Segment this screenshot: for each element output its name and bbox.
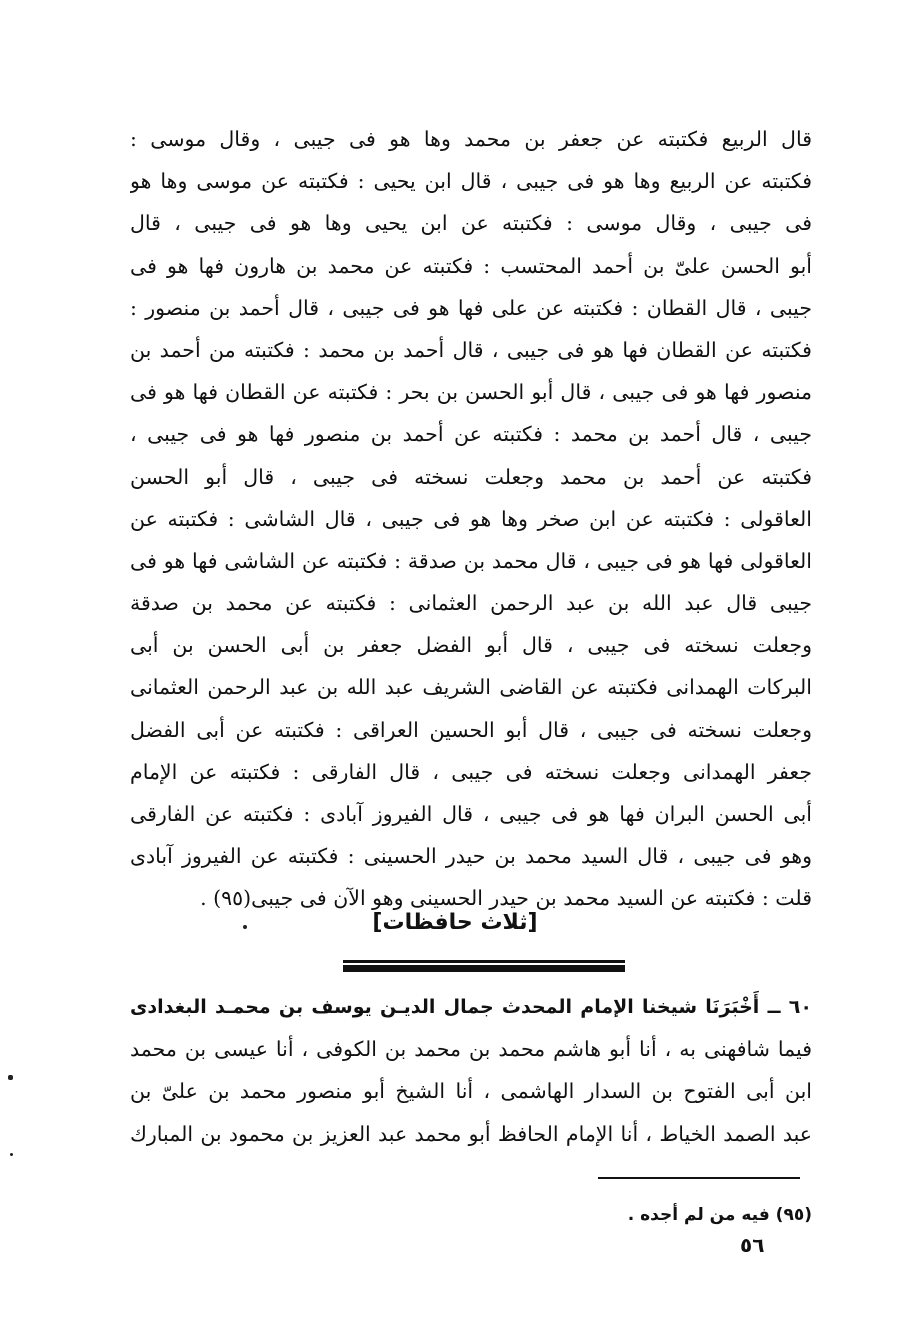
- text-line: فكتبته عن الربيع وها هو فى جيبى ، قال ابن يحيى : فكتبته عن موسى وها هو: [130, 169, 812, 194]
- text-line: وجعلت نسخته فى جيبى ، قال أبو الحسين العراقى : فكتبته عن أبى الفضل: [130, 717, 812, 742]
- text-line: أبى الحسن البران فها هو فى جيبى ، قال الفيروز آبادى : فكتبته عن الفارقى: [130, 802, 812, 826]
- page-number: ٥٦: [740, 1233, 765, 1257]
- footnote: (٩٥) فيه من لم أجده .: [627, 1205, 812, 1225]
- text-line: وهو فى جيبى ، قال السيد محمد بن حيدر الحسينى : فكتبته عن الفيروز آبادى: [130, 844, 812, 869]
- text-line: فى جيبى ، وقال موسى : فكتبته عن ابن يحيى وها هو فى جيبى ، قال: [130, 211, 812, 236]
- text-line: ابن أبى الفتوح بن السدار الهاشمى ، أنا الشيخ أبو منصور محمد بن علىّ بن: [130, 1079, 812, 1104]
- text-line: قال الربيع فكتبته عن جعفر بن محمد وها هو فى جيبى ، وقال موسى :: [130, 127, 812, 151]
- text-line: فكتبته عن أحمد بن محمد وجعلت نسخته فى جيبى ، قال أبو الحسن: [130, 464, 812, 489]
- text-line: العاقولى : فكتبته عن ابن صخر وها هو فى جيبى ، قال الشاشى : فكتبته عن: [130, 506, 812, 531]
- edge-mark: [10, 1153, 13, 1156]
- text-line: البركات الهمدانى فكتبته عن القاضى الشريف عبد الله بن عبد الرحمن العثمانى: [130, 675, 812, 700]
- section-heading: [ثلاث حافظات]: [372, 910, 538, 935]
- footnote-separator: [598, 1177, 800, 1179]
- text-line: فكتبته عن القطان فها هو فى جيبى ، قال أحمد بن محمد : فكتبته من أحمد بن: [130, 337, 812, 362]
- hadith-paragraph: [130, 986, 812, 1155]
- text-line: عبد الصمد الخياط ، أنا الإمام الحافظ أبو محمد عبد العزيز بن محمود بن المبارك: [130, 1121, 812, 1146]
- text-line: قلت : فكتبته عن السيد محمد بن حيدر الحسينى وهو الآن فى جيبى(٩٥) .: [200, 886, 812, 911]
- text-line: جيبى ، قال أحمد بن محمد : فكتبته عن أحمد بن منصور فها هو فى جيبى ،: [130, 422, 812, 447]
- text-line: منصور فها هو فى جيبى ، قال أبو الحسن بن بحر : فكتبته عن القطان فها هو فى: [130, 380, 812, 405]
- double-rule-divider: [343, 960, 625, 974]
- text-line: جيبى ، قال القطان : فكتبته عن على فها هو فى جيبى ، قال أحمد بن منصور :: [130, 295, 812, 320]
- text-line: وجعلت نسخته فى جيبى ، قال أبو الفضل جعفر بن أبى الحسن بن أبى: [130, 633, 812, 658]
- text-line: العاقولى فها هو فى جيبى ، قال محمد بن صدقة : فكتبته عن الشاشى فها هو فى: [130, 548, 812, 573]
- stray-mark: [243, 925, 247, 929]
- text-line: جعفر الهمدانى وجعلت نسخته فى جيبى ، قال الفارقى : فكتبته عن الإمام: [130, 759, 812, 784]
- text-line: جيبى قال عبد الله بن عبد الرحمن العثمانى : فكتبته عن محمد بن صدقة: [130, 591, 812, 616]
- text-line: فيما شافهنى به ، أنا أبو هاشم محمد بن محمد بن الكوفى ، أنا عيسى بن محمد: [130, 1037, 812, 1062]
- body-paragraph: [130, 118, 812, 920]
- text-line: أبو الحسن علىّ بن أحمد المحتسب : فكتبته عن محمد بن هارون فها هو فى: [130, 253, 812, 278]
- text-line: ٦٠ ــ أَخْبَرَنَا شيخنا الإمام المحدث جمال الديـن يوسف بن محمـد البغدادى: [130, 996, 812, 1018]
- edge-mark: [8, 1075, 13, 1080]
